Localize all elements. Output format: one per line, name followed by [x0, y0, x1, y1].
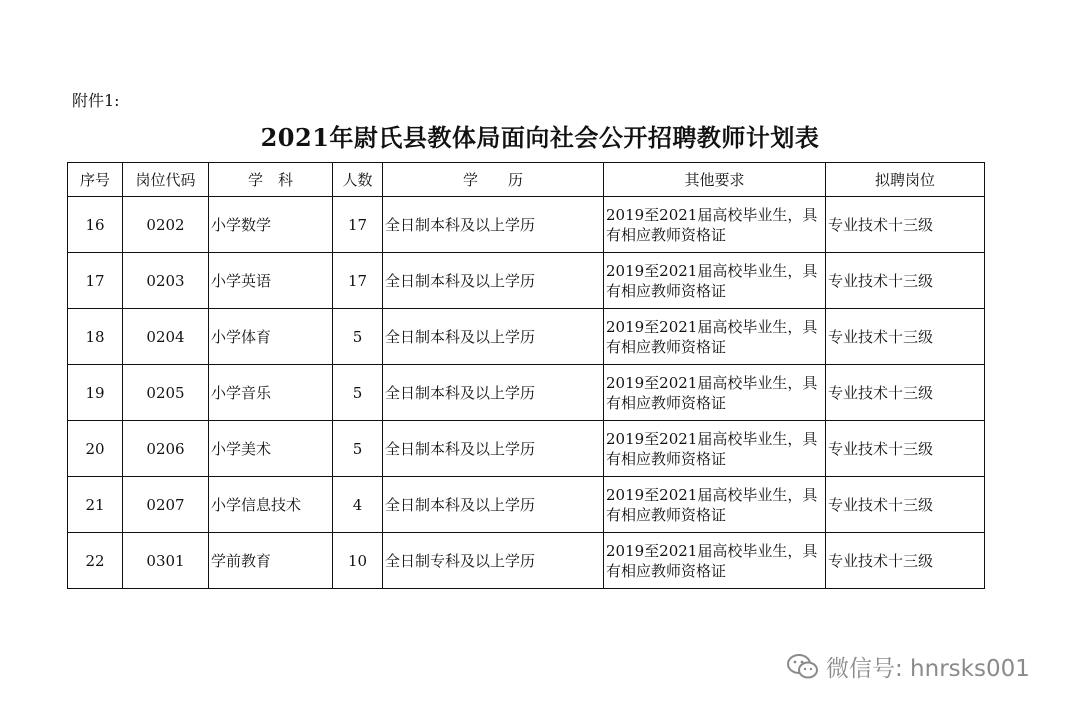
- table-row: [68, 253, 985, 309]
- row-count: 5: [333, 365, 383, 421]
- header-row: [68, 163, 985, 197]
- recruitment-plan-table: [67, 162, 985, 589]
- row-post-code: 0206: [123, 421, 209, 477]
- row-count: 17: [333, 253, 383, 309]
- header-count: 人数: [333, 163, 383, 197]
- attachment-label: 附件1:: [72, 91, 120, 110]
- row-post-code: 0301: [123, 533, 209, 589]
- row-other-requirements: 2019至2021届高校毕业生，具有相应教师资格证: [604, 309, 826, 365]
- row-other-requirements: 2019至2021届高校毕业生，具有相应教师资格证: [604, 197, 826, 253]
- row-proposed-post: 专业技术十三级: [826, 309, 985, 365]
- row-education: 全日制本科及以上学历: [383, 421, 604, 477]
- row-other-requirements: 2019至2021届高校毕业生，具有相应教师资格证: [604, 533, 826, 589]
- row-subject: 小学美术: [209, 421, 333, 477]
- row-post-code: 0203: [123, 253, 209, 309]
- row-education: 全日制本科及以上学历: [383, 253, 604, 309]
- row-count: 5: [333, 309, 383, 365]
- table-row: [68, 533, 985, 589]
- header-seq: 序号: [68, 163, 123, 197]
- row-subject: 学前教育: [209, 533, 333, 589]
- row-count: 17: [333, 197, 383, 253]
- row-proposed-post: 专业技术十三级: [826, 365, 985, 421]
- table-row: [68, 197, 985, 253]
- row-post-code: 0202: [123, 197, 209, 253]
- page-title: 2021年尉氏县教体局面向社会公开招聘教师计划表: [260, 123, 820, 152]
- row-post-code: 0204: [123, 309, 209, 365]
- row-seq: 17: [68, 253, 123, 309]
- row-seq: 22: [68, 533, 123, 589]
- row-other-requirements: 2019至2021届高校毕业生，具有相应教师资格证: [604, 253, 826, 309]
- row-post-code: 0207: [123, 477, 209, 533]
- row-seq: 20: [68, 421, 123, 477]
- row-post-code: 0205: [123, 365, 209, 421]
- row-proposed-post: 专业技术十三级: [826, 533, 985, 589]
- row-seq: 16: [68, 197, 123, 253]
- row-count: 4: [333, 477, 383, 533]
- row-subject: 小学音乐: [209, 365, 333, 421]
- row-education: 全日制本科及以上学历: [383, 365, 604, 421]
- table-row: [68, 309, 985, 365]
- table-row: [68, 477, 985, 533]
- row-other-requirements: 2019至2021届高校毕业生，具有相应教师资格证: [604, 477, 826, 533]
- row-count: 5: [333, 421, 383, 477]
- row-subject: 小学信息技术: [209, 477, 333, 533]
- watermark-text: 微信号: hnrsks001: [826, 656, 1030, 682]
- header-proposed-post: 拟聘岗位: [826, 163, 985, 197]
- row-proposed-post: 专业技术十三级: [826, 197, 985, 253]
- row-education: 全日制专科及以上学历: [383, 533, 604, 589]
- row-subject: 小学体育: [209, 309, 333, 365]
- row-count: 10: [333, 533, 383, 589]
- table-header: [68, 163, 985, 197]
- wechat-icon: [786, 653, 820, 681]
- table-body: [68, 197, 985, 589]
- table-row: [68, 365, 985, 421]
- row-proposed-post: 专业技术十三级: [826, 253, 985, 309]
- row-other-requirements: 2019至2021届高校毕业生，具有相应教师资格证: [604, 365, 826, 421]
- header-post-code: 岗位代码: [123, 163, 209, 197]
- row-education: 全日制本科及以上学历: [383, 197, 604, 253]
- row-proposed-post: 专业技术十三级: [826, 421, 985, 477]
- header-education: 学 历: [383, 163, 604, 197]
- row-education: 全日制本科及以上学历: [383, 309, 604, 365]
- row-subject: 小学数学: [209, 197, 333, 253]
- row-education: 全日制本科及以上学历: [383, 477, 604, 533]
- row-subject: 小学英语: [209, 253, 333, 309]
- row-proposed-post: 专业技术十三级: [826, 477, 985, 533]
- watermark: [786, 650, 1030, 683]
- row-seq: 18: [68, 309, 123, 365]
- row-seq: 19: [68, 365, 123, 421]
- table-row: [68, 421, 985, 477]
- row-other-requirements: 2019至2021届高校毕业生，具有相应教师资格证: [604, 421, 826, 477]
- header-subject: 学 科: [209, 163, 333, 197]
- header-other-requirements: 其他要求: [604, 163, 826, 197]
- row-seq: 21: [68, 477, 123, 533]
